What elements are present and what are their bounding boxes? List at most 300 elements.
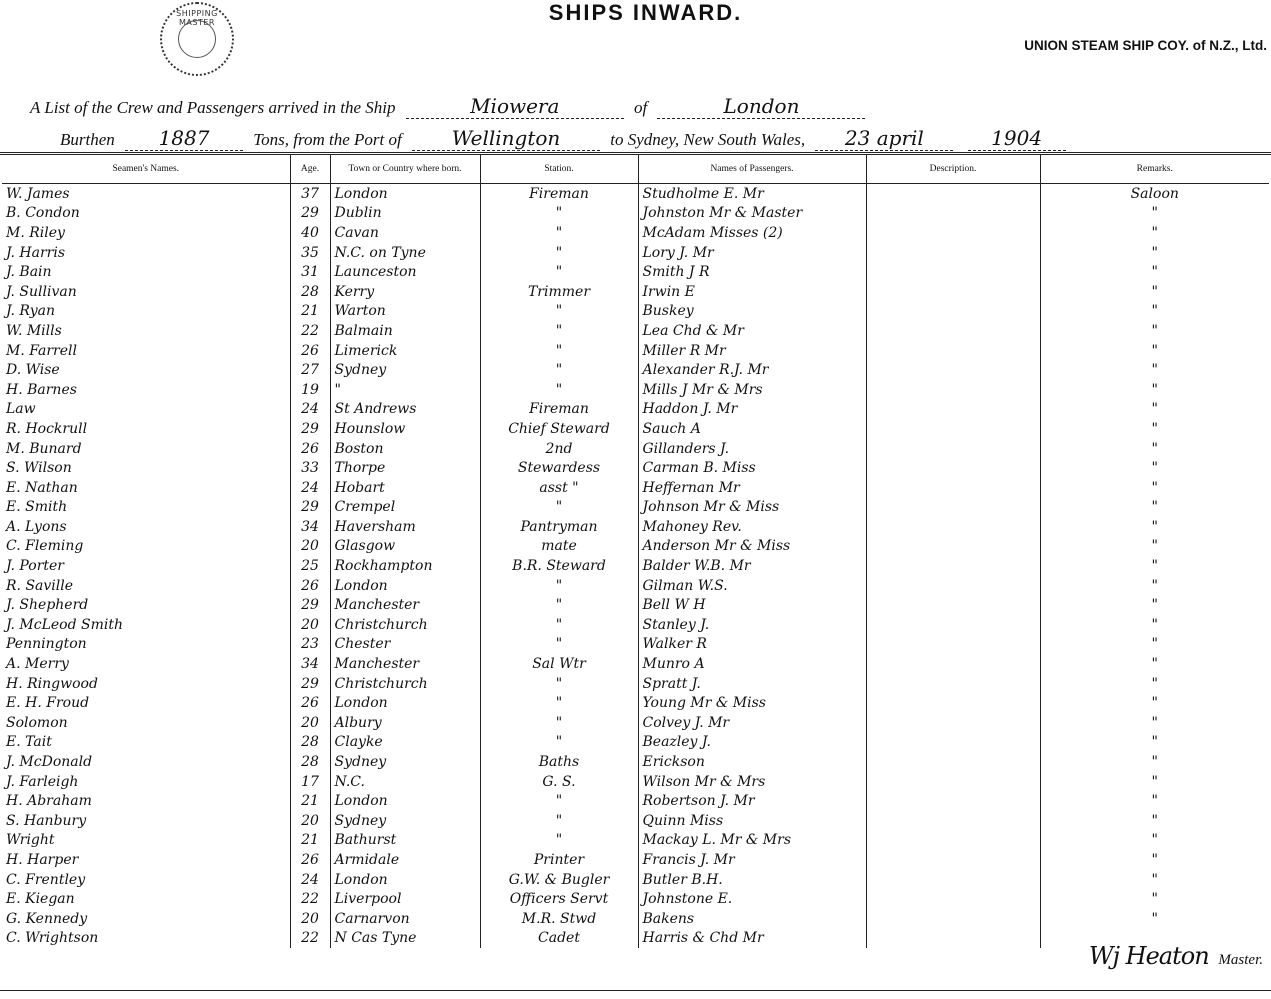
description xyxy=(866,204,1040,224)
remarks: " xyxy=(1151,695,1158,712)
birthplace: Sydney xyxy=(330,360,480,380)
col-passengers: Names of Passengers. xyxy=(638,155,866,184)
seaman-age: 21 xyxy=(290,302,330,322)
remarks: " xyxy=(1151,851,1158,868)
remarks: " xyxy=(1151,518,1158,535)
description xyxy=(866,556,1040,576)
seaman-name: Solomon xyxy=(2,713,290,733)
birthplace: Sydney xyxy=(330,752,480,772)
table-row xyxy=(2,635,1269,655)
station: " xyxy=(480,713,638,733)
birthplace: N.C. xyxy=(330,772,480,792)
passenger-name: Studholme E. Mr xyxy=(638,184,866,204)
remarks: " xyxy=(1151,577,1158,594)
passenger-name: Young Mr & Miss xyxy=(638,693,866,713)
seaman-age: 26 xyxy=(290,850,330,870)
seaman-name: C. Frentley xyxy=(2,870,290,890)
seaman-name: Wright xyxy=(2,831,290,851)
remarks: " xyxy=(1151,891,1158,908)
manifest-table xyxy=(2,155,1269,948)
seaman-name: H. Ringwood xyxy=(2,674,290,694)
seaman-age: 26 xyxy=(290,439,330,459)
station: Baths xyxy=(480,752,638,772)
description xyxy=(866,537,1040,557)
description xyxy=(866,282,1040,302)
seaman-name: J. McDonald xyxy=(2,752,290,772)
birthplace: Hobart xyxy=(330,478,480,498)
table-row xyxy=(2,870,1269,890)
seaman-name: E. Tait xyxy=(2,733,290,753)
station: B.R. Steward xyxy=(480,556,638,576)
station: " xyxy=(480,341,638,361)
remarks: " xyxy=(1151,460,1158,477)
station: M.R. Stwd xyxy=(480,909,638,929)
seaman-name: E. Nathan xyxy=(2,478,290,498)
to-label: to Sydney, New South Wales, xyxy=(610,130,806,149)
remarks: " xyxy=(1151,871,1158,888)
passenger-name: Spratt J. xyxy=(638,674,866,694)
seaman-age: 29 xyxy=(290,498,330,518)
description xyxy=(866,243,1040,263)
stamp-text: SHIPPING MASTER xyxy=(176,9,218,27)
company-name: UNION STEAM SHIP COY. of N.Z., Ltd. xyxy=(1024,38,1267,53)
description xyxy=(866,693,1040,713)
description xyxy=(866,184,1040,204)
seaman-name: E. H. Froud xyxy=(2,693,290,713)
description xyxy=(866,595,1040,615)
seaman-name: R. Saville xyxy=(2,576,290,596)
seaman-age: 33 xyxy=(290,458,330,478)
birthplace: London xyxy=(330,791,480,811)
passenger-name: Harris & Chd Mr xyxy=(638,929,866,949)
passenger-name: Beazley J. xyxy=(638,733,866,753)
table-row xyxy=(2,223,1269,243)
remarks: " xyxy=(1151,616,1158,633)
birthplace: Bathurst xyxy=(330,831,480,851)
station: G.W. & Bugler xyxy=(480,870,638,890)
remarks: " xyxy=(1151,224,1158,241)
from-port-field: Wellington xyxy=(412,126,600,151)
station: " xyxy=(480,811,638,831)
birthplace: Cavan xyxy=(330,223,480,243)
birthplace: Balmain xyxy=(330,321,480,341)
table-row xyxy=(2,556,1269,576)
seaman-age: 24 xyxy=(290,870,330,890)
table-row xyxy=(2,439,1269,459)
description xyxy=(866,360,1040,380)
station: " xyxy=(480,733,638,753)
seaman-age: 25 xyxy=(290,556,330,576)
remarks: " xyxy=(1151,283,1158,300)
seaman-name: J. Sullivan xyxy=(2,282,290,302)
description xyxy=(866,654,1040,674)
table-row xyxy=(2,733,1269,753)
description xyxy=(866,850,1040,870)
seaman-age: 28 xyxy=(290,733,330,753)
passenger-name: Johnstone E. xyxy=(638,889,866,909)
seaman-name: R. Hockrull xyxy=(2,419,290,439)
seaman-name: G. Kennedy xyxy=(2,909,290,929)
table-row xyxy=(2,400,1269,420)
remarks: " xyxy=(1151,734,1158,751)
seaman-name: H. Barnes xyxy=(2,380,290,400)
description xyxy=(866,870,1040,890)
birthplace: Kerry xyxy=(330,282,480,302)
station: " xyxy=(480,595,638,615)
table-row xyxy=(2,772,1269,792)
passenger-name: Johnston Mr & Master xyxy=(638,204,866,224)
birthplace: Limerick xyxy=(330,341,480,361)
station: G. S. xyxy=(480,772,638,792)
seaman-age: 29 xyxy=(290,595,330,615)
passenger-name: Buskey xyxy=(638,302,866,322)
table-row xyxy=(2,831,1269,851)
seaman-name: Law xyxy=(2,400,290,420)
seaman-age: 24 xyxy=(290,478,330,498)
seaman-age: 27 xyxy=(290,360,330,380)
ship-list-line xyxy=(30,94,871,119)
header-divider xyxy=(0,152,1271,153)
passenger-name: Anderson Mr & Miss xyxy=(638,537,866,557)
seaman-name: J. Shepherd xyxy=(2,595,290,615)
remarks: " xyxy=(1151,832,1158,849)
remarks: " xyxy=(1151,244,1158,261)
passenger-name: Smith J R xyxy=(638,262,866,282)
station: Trimmer xyxy=(480,282,638,302)
seaman-age: 20 xyxy=(290,909,330,929)
master-signature: Wj Heaton xyxy=(1088,942,1209,970)
table-row xyxy=(2,752,1269,772)
birthplace: Warton xyxy=(330,302,480,322)
seaman-age: 22 xyxy=(290,321,330,341)
passenger-name: Walker R xyxy=(638,635,866,655)
remarks: " xyxy=(1151,558,1158,575)
description xyxy=(866,341,1040,361)
birthplace: Glasgow xyxy=(330,537,480,557)
seaman-age: 29 xyxy=(290,419,330,439)
station: Officers Servt xyxy=(480,889,638,909)
passenger-name: Bell W H xyxy=(638,595,866,615)
remarks: " xyxy=(1151,264,1158,281)
birthplace: Carnarvon xyxy=(330,909,480,929)
remarks: " xyxy=(1151,910,1158,927)
table-row xyxy=(2,360,1269,380)
seaman-age: 19 xyxy=(290,380,330,400)
remarks: " xyxy=(1151,401,1158,418)
remarks: " xyxy=(1151,793,1158,810)
station: " xyxy=(480,674,638,694)
remarks: " xyxy=(1151,322,1158,339)
table-row xyxy=(2,791,1269,811)
station: Fireman xyxy=(480,184,638,204)
passenger-name: Butler B.H. xyxy=(638,870,866,890)
seaman-name: W. Mills xyxy=(2,321,290,341)
birthplace: London xyxy=(330,693,480,713)
description xyxy=(866,831,1040,851)
seaman-name: J. McLeod Smith xyxy=(2,615,290,635)
passenger-name: Munro A xyxy=(638,654,866,674)
passenger-name: Miller R Mr xyxy=(638,341,866,361)
burthen-field: 1887 xyxy=(125,126,243,151)
passenger-name: Alexander R.J. Mr xyxy=(638,360,866,380)
remarks: " xyxy=(1151,773,1158,790)
seaman-age: 35 xyxy=(290,243,330,263)
remarks: " xyxy=(1151,538,1158,555)
birthplace: Thorpe xyxy=(330,458,480,478)
passenger-name: Carman B. Miss xyxy=(638,458,866,478)
seaman-name: E. Smith xyxy=(2,498,290,518)
birthplace: Launceston xyxy=(330,262,480,282)
seaman-age: 34 xyxy=(290,654,330,674)
burthen-line xyxy=(60,126,1072,151)
station: " xyxy=(480,498,638,518)
seaman-name: M. Riley xyxy=(2,223,290,243)
seaman-age: 22 xyxy=(290,929,330,949)
remarks: " xyxy=(1151,597,1158,614)
ship-name-field: Miowera xyxy=(406,94,624,119)
seaman-name: E. Kiegan xyxy=(2,889,290,909)
passenger-name: Mahoney Rev. xyxy=(638,517,866,537)
table-row xyxy=(2,713,1269,733)
date-field: 23 april xyxy=(815,126,953,151)
birthplace: Liverpool xyxy=(330,889,480,909)
table-row xyxy=(2,850,1269,870)
of-label: of xyxy=(634,98,648,117)
table-row xyxy=(2,576,1269,596)
description xyxy=(866,615,1040,635)
description xyxy=(866,929,1040,949)
birthplace: Christchurch xyxy=(330,674,480,694)
station: " xyxy=(480,302,638,322)
passenger-name: Mackay L. Mr & Mrs xyxy=(638,831,866,851)
table-header-row xyxy=(2,155,1269,184)
description xyxy=(866,321,1040,341)
birthplace: Hounslow xyxy=(330,419,480,439)
col-seamen-names: Seamen's Names. xyxy=(2,155,290,184)
description xyxy=(866,576,1040,596)
ship-port-field: London xyxy=(657,94,865,119)
table-row xyxy=(2,478,1269,498)
passenger-name: McAdam Misses (2) xyxy=(638,223,866,243)
seaman-age: 23 xyxy=(290,635,330,655)
description xyxy=(866,419,1040,439)
birthplace: " xyxy=(330,380,480,400)
remarks: " xyxy=(1151,205,1158,222)
seaman-age: 21 xyxy=(290,831,330,851)
station: " xyxy=(480,635,638,655)
seaman-name: S. Wilson xyxy=(2,458,290,478)
birthplace: Sydney xyxy=(330,811,480,831)
station: " xyxy=(480,380,638,400)
station: " xyxy=(480,262,638,282)
station: 2nd xyxy=(480,439,638,459)
seaman-name: J. Ryan xyxy=(2,302,290,322)
station: " xyxy=(480,831,638,851)
description xyxy=(866,752,1040,772)
passenger-name: Mills J Mr & Mrs xyxy=(638,380,866,400)
table-row xyxy=(2,419,1269,439)
seaman-age: 24 xyxy=(290,400,330,420)
seaman-name: A. Merry xyxy=(2,654,290,674)
remarks: " xyxy=(1151,342,1158,359)
station: " xyxy=(480,615,638,635)
passenger-name: Gillanders J. xyxy=(638,439,866,459)
passenger-name: Bakens xyxy=(638,909,866,929)
tons-label: Tons, from the Port of xyxy=(253,130,402,149)
station: " xyxy=(480,204,638,224)
description xyxy=(866,811,1040,831)
station: " xyxy=(480,360,638,380)
description xyxy=(866,223,1040,243)
table-row xyxy=(2,282,1269,302)
bottom-border xyxy=(0,990,1271,991)
birthplace: Crempel xyxy=(330,498,480,518)
table-row xyxy=(2,929,1269,949)
seaman-age: 22 xyxy=(290,889,330,909)
passenger-name: Colvey J. Mr xyxy=(638,713,866,733)
seaman-name: A. Lyons xyxy=(2,517,290,537)
description xyxy=(866,400,1040,420)
birthplace: London xyxy=(330,576,480,596)
master-label: Master. xyxy=(1218,952,1263,968)
seaman-name: J. Harris xyxy=(2,243,290,263)
table-row xyxy=(2,380,1269,400)
passenger-name: Lea Chd & Mr xyxy=(638,321,866,341)
station: " xyxy=(480,321,638,341)
station: Fireman xyxy=(480,400,638,420)
description xyxy=(866,791,1040,811)
seaman-age: 40 xyxy=(290,223,330,243)
description xyxy=(866,262,1040,282)
description xyxy=(866,458,1040,478)
passenger-name: Stanley J. xyxy=(638,615,866,635)
passenger-name: Lory J. Mr xyxy=(638,243,866,263)
station: Pantryman xyxy=(480,517,638,537)
birthplace: Clayke xyxy=(330,733,480,753)
description xyxy=(866,380,1040,400)
passenger-name: Sauch A xyxy=(638,419,866,439)
birthplace: Chester xyxy=(330,635,480,655)
remarks: " xyxy=(1151,636,1158,653)
description xyxy=(866,733,1040,753)
table-row xyxy=(2,517,1269,537)
passenger-name: Johnson Mr & Miss xyxy=(638,498,866,518)
birthplace: N Cas Tyne xyxy=(330,929,480,949)
seaman-age: 26 xyxy=(290,576,330,596)
table-row xyxy=(2,184,1269,204)
seaman-age: 26 xyxy=(290,341,330,361)
description xyxy=(866,635,1040,655)
seaman-name: M. Farrell xyxy=(2,341,290,361)
col-born: Town or Country where born. xyxy=(330,155,480,184)
station: " xyxy=(480,243,638,263)
remarks: " xyxy=(1151,303,1158,320)
station: Stewardess xyxy=(480,458,638,478)
table-row xyxy=(2,674,1269,694)
seaman-age: 26 xyxy=(290,693,330,713)
remarks: " xyxy=(1151,440,1158,457)
remarks: " xyxy=(1151,479,1158,496)
seaman-name: H. Abraham xyxy=(2,791,290,811)
seaman-name: J. Bain xyxy=(2,262,290,282)
description xyxy=(866,517,1040,537)
remarks: " xyxy=(1151,714,1158,731)
remarks: " xyxy=(1151,499,1158,516)
remarks: " xyxy=(1151,812,1158,829)
description xyxy=(866,889,1040,909)
station: Chief Steward xyxy=(480,419,638,439)
table-row xyxy=(2,458,1269,478)
birthplace: Albury xyxy=(330,713,480,733)
passenger-name: Gilman W.S. xyxy=(638,576,866,596)
description xyxy=(866,674,1040,694)
station: " xyxy=(480,576,638,596)
table-row xyxy=(2,321,1269,341)
description xyxy=(866,439,1040,459)
seaman-age: 20 xyxy=(290,615,330,635)
col-station: Station. xyxy=(480,155,638,184)
station: " xyxy=(480,223,638,243)
passenger-name: Balder W.B. Mr xyxy=(638,556,866,576)
table-row xyxy=(2,595,1269,615)
seaman-name: J. Farleigh xyxy=(2,772,290,792)
station: " xyxy=(480,791,638,811)
col-description: Description. xyxy=(866,155,1040,184)
table-row xyxy=(2,302,1269,322)
manifest-body xyxy=(2,184,1269,949)
table-row xyxy=(2,243,1269,263)
passenger-name: Quinn Miss xyxy=(638,811,866,831)
seaman-age: 20 xyxy=(290,713,330,733)
seaman-age: 37 xyxy=(290,184,330,204)
year-field: 1904 xyxy=(968,126,1066,151)
remarks: " xyxy=(1151,675,1158,692)
passenger-name: Wilson Mr & Mrs xyxy=(638,772,866,792)
passenger-name: Erickson xyxy=(638,752,866,772)
burthen-label: Burthen xyxy=(60,130,115,149)
birthplace: Rockhampton xyxy=(330,556,480,576)
station: " xyxy=(480,693,638,713)
seaman-name: D. Wise xyxy=(2,360,290,380)
station: Printer xyxy=(480,850,638,870)
station: asst " xyxy=(480,478,638,498)
passenger-name: Francis J. Mr xyxy=(638,850,866,870)
remarks: " xyxy=(1151,381,1158,398)
seaman-age: 29 xyxy=(290,674,330,694)
remarks: " xyxy=(1151,754,1158,771)
table-row xyxy=(2,615,1269,635)
table-row xyxy=(2,889,1269,909)
birthplace: London xyxy=(330,870,480,890)
col-age: Age. xyxy=(290,155,330,184)
table-row xyxy=(2,537,1269,557)
birthplace: Manchester xyxy=(330,654,480,674)
station: Cadet xyxy=(480,929,638,949)
remarks: Saloon xyxy=(1130,185,1179,202)
birthplace: London xyxy=(330,184,480,204)
seaman-age: 28 xyxy=(290,282,330,302)
seaman-age: 21 xyxy=(290,791,330,811)
station: Sal Wtr xyxy=(480,654,638,674)
table-row xyxy=(2,262,1269,282)
station: mate xyxy=(480,537,638,557)
seaman-age: 28 xyxy=(290,752,330,772)
col-remarks: Remarks. xyxy=(1040,155,1269,184)
passenger-name: Haddon J. Mr xyxy=(638,400,866,420)
seaman-age: 17 xyxy=(290,772,330,792)
birthplace: Haversham xyxy=(330,517,480,537)
master-signature-block xyxy=(1089,942,1263,970)
